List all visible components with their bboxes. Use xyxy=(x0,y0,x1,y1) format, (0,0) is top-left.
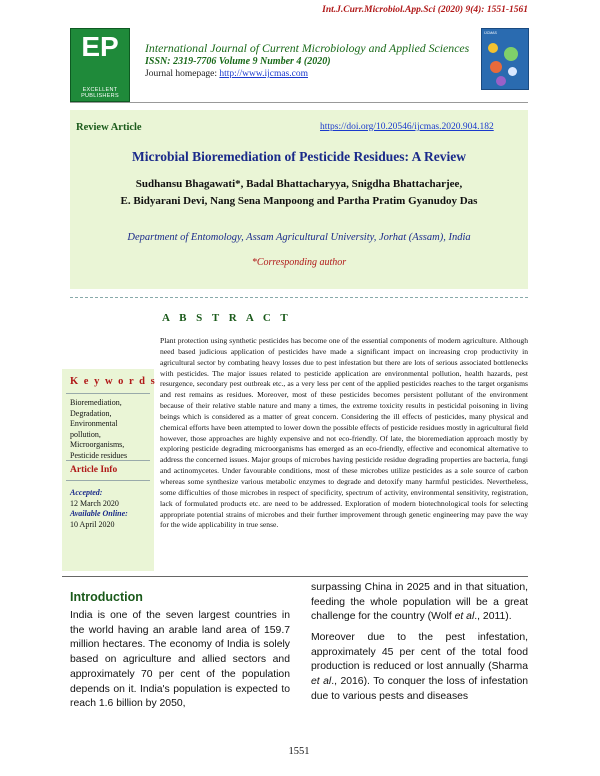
article-info-divider xyxy=(66,460,150,461)
keyword-item: pollution, xyxy=(70,429,101,439)
header-divider xyxy=(70,102,528,103)
doi-link[interactable]: https://doi.org/10.20546/ijcmas.2020.904.182 xyxy=(320,122,494,132)
doi xyxy=(320,122,494,132)
corresponding-author: *Corresponding author xyxy=(251,257,347,268)
article-info-heading: Article Info xyxy=(70,465,118,475)
online-date: 10 April 2020 xyxy=(70,519,115,529)
authors-line2: E. Bidyarani Devi, Nang Sena Manpoong and Partha Pratim Gyanudoy Das xyxy=(120,195,478,207)
article-info-divider-bottom xyxy=(66,480,150,481)
keyword-item: Microorganisms, xyxy=(70,440,125,449)
homepage-link[interactable]: http://www.ijcmas.com xyxy=(219,69,308,79)
journal-name: International Journal of Current Microbiology and Applied Sciences xyxy=(145,41,470,55)
homepage-label: Journal homepage: xyxy=(145,69,220,79)
journal-homepage xyxy=(145,69,308,79)
article-title: Microbial Bioremediation of Pesticide Residues: A Review xyxy=(132,149,466,164)
logo-letters: EP xyxy=(81,31,119,62)
keyword-item: Pesticide residues xyxy=(70,450,128,460)
abstract-bottom-divider xyxy=(62,576,528,577)
article-type: Review Article xyxy=(76,122,142,133)
logo-text-line2: PUBLISHERS xyxy=(81,93,119,100)
running-head: Int.J.Curr.Microbiol.App.Sci (2020) 9(4): 1551-1561 xyxy=(322,5,528,15)
logo-text xyxy=(71,87,129,99)
journal-cover-image xyxy=(481,28,529,90)
cover-title: IJCMAS xyxy=(484,31,497,35)
publisher-logo xyxy=(70,28,130,102)
accepted-label: Accepted: xyxy=(70,488,103,497)
abstract-heading: A B S T R A C T xyxy=(162,312,292,324)
logo-text-line1: EXCELLENT xyxy=(82,87,118,93)
abstract-text: Plant protection using synthetic pesticides has become one of the essential components of modern agriculture. Although need based judicious application of pesticides have made a significant impact on increasing crop productivity in agricultural sector by combating heavy losses due to pest infestation but there are lots of serious associated bottlenecks with pesticides. The major issues related to pesticide application are environmental pollution, health hazards, pest resurgence, secondary pest outbreak etc., as a very less per cent of the applied pesticides reaches to the target organisms and rest remains as residues. Moreover, most of these pesticides becomes persistent pollutant of the environment because of their relative stable nature and many a times, the extreme toxicity results in pesticidal poisoning in living beings which is considered as a matter of great concern. Considering the ill effects of pesticides, many physical and chemical efforts have been attempted to lower down the possible effects of pesticide residues mostly in agricultural field however, those approaches are highly expensive and not eco-friendly. Of late, the bioremediation approach mostly by exploring pesticide degrading microorganisms has emerged as an eco-friendly, effective and economical alternative to address the concerned issues. Major groups of microbes having pesticide residue degrading properties are bacteria, fungi and actinomycetes. Under favourable conditions, most of these microbes utilize pesticides as a sole source of carbon whereas some synthesize various metabolic enzymes to degrade and detoxify many harmful pesticides. Nevertheless, some difficulties of those microbes in respect of specificity, spectrum of activity, environmental sensitivity, registration, lack of formulated products etc. are need to be addressed. Exploration of modern biotechnological tools for selecting appropriate potential strains of microbes and their further improvement through genetic engineering may pave the way for the wide applicability in true sense. xyxy=(160,336,528,530)
authors-line1: Sudhansu Bhagawati*, Badal Bhattacharyya, Snigdha Bhattacharjee, xyxy=(135,178,463,190)
authors xyxy=(70,176,528,210)
keywords-divider xyxy=(66,393,150,394)
body-column-left: India is one of the seven largest countries in the world having an arable land area of 159.7 million hectares. The economy of India is solely based on agriculture and allied sectors and approximately 70 per cent of the population depends on it. India's population is expected to reach 1.6 billion by 2050, xyxy=(70,610,290,710)
keyword-item: Degradation, xyxy=(70,408,112,418)
keyword-item: Environmental xyxy=(70,419,118,428)
issn-line: ISSN: 2319-7706 Volume 9 Number 4 (2020) xyxy=(145,56,331,67)
accepted-date: 12 March 2020 xyxy=(70,498,119,508)
body-column-right-paragraph-2: Moreover due to the pest infestation, approximately 45 per cent of the total food production is reduced or lost annually (Sharma et al., 2016). To conquer the loss of infestation due to various pests and diseases xyxy=(311,632,528,702)
keywords-heading: K e y w o r d s xyxy=(70,376,157,387)
introduction-heading: Introduction xyxy=(70,590,143,604)
article-info-dates xyxy=(70,488,154,530)
section-divider xyxy=(70,297,528,298)
keyword-item: Bioremediation, xyxy=(70,398,122,407)
online-label: Available Online: xyxy=(70,509,128,518)
keywords-list xyxy=(70,398,154,461)
page-number: 1551 xyxy=(288,746,310,757)
body-column-right-paragraph-1: surpassing China in 2025 and in that situation, feeding the whole population will be a great challenge for the country (Wolf et al., 2011). xyxy=(311,582,528,623)
affiliation: Department of Entomology, Assam Agricultural University, Jorhat (Assam), India xyxy=(127,232,471,243)
